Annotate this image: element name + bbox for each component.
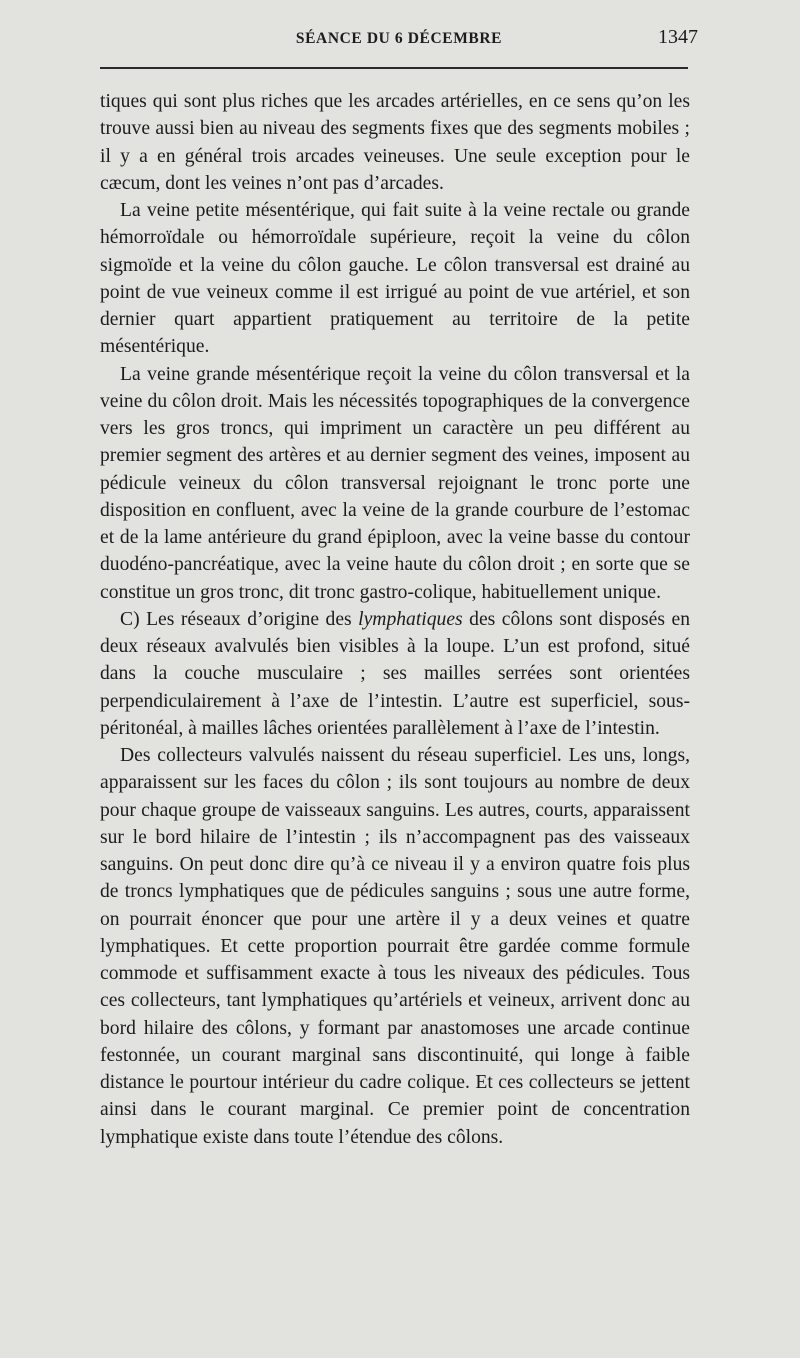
paragraph-5: Des collecteurs valvulés naissent du réseau superficiel. Les uns, longs, apparaissent sur les faces du côlon ; ils sont toujours au nombre de deux pour chaque groupe de vaisseaux sanguins. Les autres, courts, apparaissent sur le bord hilaire de l’intestin ; ils n’accompagnent pas des vaisseaux sanguins. On peut donc dire qu’à ce niveau il y a environ quatre fois plus de troncs lymphatiques que de pédicules sanguins ; sous une autre forme, on pourrait énoncer que pour une artère il y a deux veines et quatre lymphatiques. Et cette proportion pourrait être gardée comme formule commode et suffisamment exacte à tous les niveaux des pédicules. Tous ces collecteurs, tant lymphatiques qu’artériels et veineux, arrivent donc au bord hilaire des côlons, y formant par anastomoses une arcade continue festonnée, un courant marginal sans discontinuité, qui longe à faible distance le pourtour intérieur du cadre colique. Et ces collecteurs se jettent ainsi dans le courant marginal. Ce premier point de concentration lymphatique existe dans toute l’étendue des côlons. xyxy=(100,745,690,1148)
running-head: SÉANCE DU 6 DÉCEMBRE xyxy=(295,30,503,47)
paragraph-4-lead: C) Les réseaux d’origine des xyxy=(120,608,359,630)
paragraph-4-italic-term: lymphatiques xyxy=(358,608,463,630)
body-text xyxy=(100,88,690,1151)
header-rule xyxy=(100,67,688,69)
paragraph-3: La veine grande mésentérique reçoit la veine du côlon transversal et la veine du côlon droit. Mais les nécessités topographiques de la convergence vers les gros troncs, qui impriment un caractère un peu différent au premier segment des artères et au dernier segment des veines, imposent au pédicule veineux du côlon transversal rejoignant le tronc porte une disposition en confluent, avec la veine de la grande courbure de l’estomac et de la lame antérieure du grand épiploon, avec la veine basse du contour duodéno-pancréatique, avec la veine haute du côlon droit ; en sorte que se constitue un gros tronc, dit tronc gastro-colique, habituellement unique. xyxy=(100,363,690,603)
paragraph-1: tiques qui sont plus riches que les arcades artérielles, en ce sens qu’on les trouve aussi bien au niveau des segments fixes que des segments mobiles ; il y a en général trois arcades veineuses. Une seule exception pour le cæcum, dont les veines n’ont pas d’arcades. xyxy=(100,91,690,194)
paragraph-2: La veine petite mésentérique, qui fait suite à la veine rectale ou grande hémorroïdale ou hémorroïdale supérieure, reçoit la veine du côlon sigmoïde et la veine du côlon gauche. Le côlon transversal est drainé au point de vue veineux comme il est irrigué au point de vue artériel, et son dernier quart appartient pratiquement au territoire de la petite mésentérique. xyxy=(100,200,690,358)
page-header xyxy=(100,24,698,54)
page-number: 1347 xyxy=(658,26,698,48)
paragraph-4-rest: des côlons sont disposés en deux réseaux avalvulés bien visibles à la loupe. L’un est profond, situé dans la couche musculaire ; ses mailles serrées sont orientées perpendiculairement à l’axe de l’intestin. L’autre est superficiel, sous-péritonéal, à mailles lâches orientées parallèlement à l’axe de l’intestin. xyxy=(100,608,690,739)
paragraph-4 xyxy=(100,606,690,742)
